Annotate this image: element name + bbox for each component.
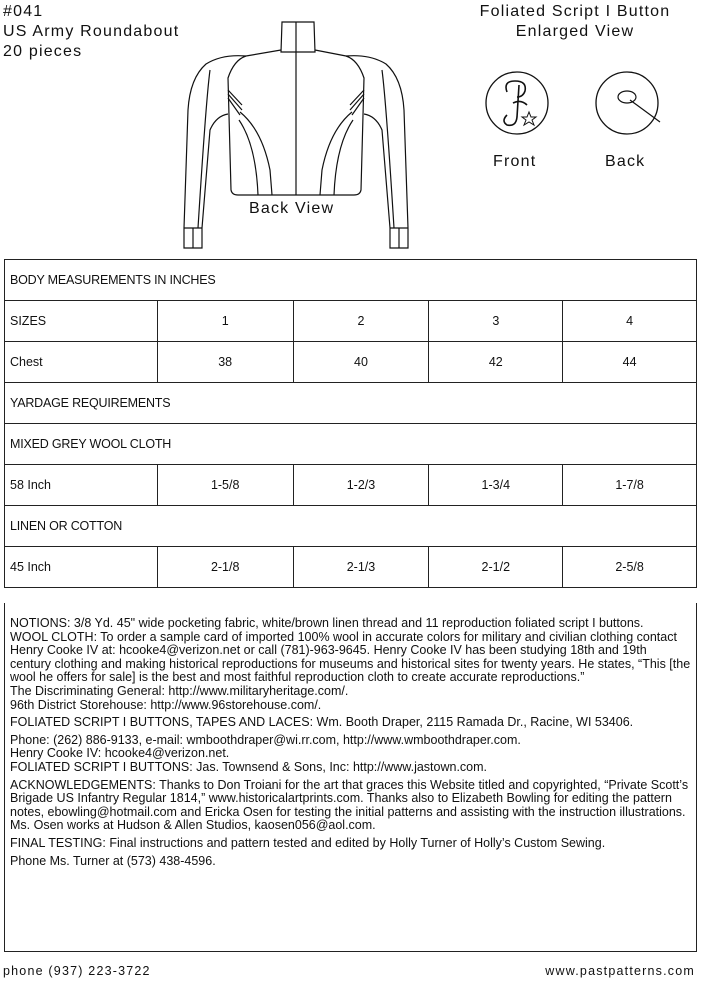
- back-view-label: Back View: [249, 200, 335, 217]
- chest-cell: 42: [429, 342, 563, 383]
- button-back-shank-icon: [594, 67, 664, 145]
- button-back-label: Back: [605, 153, 646, 170]
- yardage-heading: YARDAGE REQUIREMENTS: [5, 383, 697, 424]
- size-cell: 2: [293, 301, 429, 342]
- button-title-line1: Foliated Script I Button: [479, 3, 671, 20]
- notions-paragraph: NOTIONS: 3/8 Yd. 45" wide pocketing fabric, white/brown linen thread and 11 reproduction foliated script I buttons.: [10, 616, 644, 630]
- wool-cell: 1-3/4: [429, 465, 563, 506]
- jastown-line: FOLIATED SCRIPT I BUTTONS: Jas. Townsend & Sons, Inc: http://www.jastown.com.: [10, 759, 488, 774]
- linen-cell: 2-1/2: [429, 547, 563, 588]
- table-row: [5, 301, 697, 342]
- table-row: [5, 506, 697, 547]
- script-i-button-front-icon: [483, 67, 553, 145]
- sizes-label: SIZES: [5, 301, 158, 342]
- wool-heading: MIXED GREY WOOL CLOTH: [5, 424, 697, 465]
- size-cell: 4: [563, 301, 697, 342]
- table-row: [5, 424, 697, 465]
- henry-cooke-line: Henry Cooke IV: hcooke4@verizon.net.: [10, 746, 230, 761]
- table-row: [5, 383, 697, 424]
- size-cell: 3: [429, 301, 563, 342]
- wool-cell: 1-7/8: [563, 465, 697, 506]
- acknowledgements-paragraph: ACKNOWLEDGEMENTS: Thanks to Don Troiani for the art that graces this Website titled and copyrighted, “Private Scott’s Brigade US Infantry Regular 1814,” www.historicalartprints.com. Thanks also to Elizabeth Bowling for editing the pattern notes, ebowling@hotmail.com and Ericka Osen for testing the initial patterns and assisting with the instruction illustrations. Ms. Osen works at Hudson & Allen Studios, kaosen056@aol.com.: [10, 777, 689, 833]
- storehouse-line: 96th District Storehouse: http://www.96storehouse.com/.: [10, 697, 322, 712]
- table-row: [5, 547, 697, 588]
- linen-heading: LINEN OR COTTON: [5, 506, 697, 547]
- chest-cell: 40: [293, 342, 429, 383]
- booth-draper-contact-line: Phone: (262) 886-9133, e-mail: wmboothdraper@wi.rr.com, http://www.wmboothdraper.com.: [10, 732, 521, 747]
- linen-width-label: 45 Inch: [5, 547, 158, 588]
- pattern-number: #041: [3, 3, 44, 20]
- footer-phone: phone (937) 223-3722: [3, 964, 151, 978]
- footer-website[interactable]: www.pastpatterns.com: [545, 964, 695, 978]
- size-cell: 1: [157, 301, 293, 342]
- table-row: [5, 465, 697, 506]
- wool-cell: 1-2/3: [293, 465, 429, 506]
- button-title-line2: Enlarged View: [515, 23, 635, 40]
- wool-cloth-paragraph: WOOL CLOTH: To order a sample card of imported 100% wool in accurate colors for military and civilian clothing contact Henry Cooke IV at: hcooke4@verizon.net or call (781)-963-9645. Henry Cooke IV has been studying 18th and 19th century clothing and making historical reproductions for museums and historical sites for twenty years. He states, “This [the wool he offers for sale] is the best and most faithful reproduction cloth to create accurate reproductions.”: [10, 629, 691, 685]
- pattern-pieces: 20 pieces: [3, 43, 83, 60]
- notes-box: [4, 603, 697, 952]
- wool-cell: 1-5/8: [157, 465, 293, 506]
- body-measurements-heading: BODY MEASUREMENTS IN INCHES: [5, 260, 697, 301]
- table-row: [5, 260, 697, 301]
- chest-cell: 44: [563, 342, 697, 383]
- turner-phone-line: Phone Ms. Turner at (573) 438-4596.: [10, 853, 216, 868]
- chest-cell: 38: [157, 342, 293, 383]
- chest-label: Chest: [5, 342, 158, 383]
- button-front-label: Front: [493, 153, 537, 170]
- wool-width-label: 58 Inch: [5, 465, 158, 506]
- discriminating-general-line: The Discriminating General: http://www.militaryheritage.com/.: [10, 683, 349, 698]
- measurements-table: [4, 259, 697, 588]
- linen-cell: 2-1/3: [293, 547, 429, 588]
- table-row: [5, 342, 697, 383]
- pattern-title: US Army Roundabout: [3, 23, 180, 40]
- final-testing-line: FINAL TESTING: Final instructions and pattern tested and edited by Holly Turner of Holly’s Custom Sewing.: [10, 835, 606, 850]
- booth-draper-line: FOLIATED SCRIPT I BUTTONS, TAPES AND LACES: Wm. Booth Draper, 2115 Ramada Dr., Racine, WI 53406.: [10, 715, 634, 730]
- linen-cell: 2-1/8: [157, 547, 293, 588]
- linen-cell: 2-5/8: [563, 547, 697, 588]
